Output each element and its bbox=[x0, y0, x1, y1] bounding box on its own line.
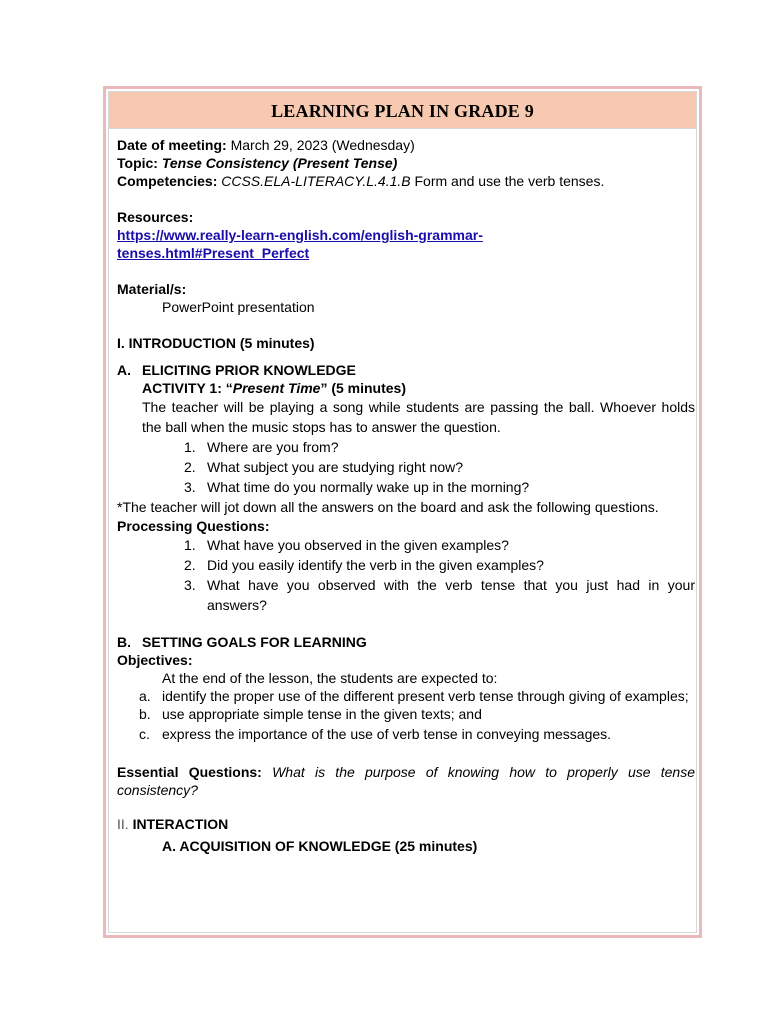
materials-label: Material/s: bbox=[117, 281, 187, 297]
section-a-title: ELICITING PRIOR KNOWLEDGE bbox=[142, 362, 356, 378]
interaction-roman: II. bbox=[117, 816, 129, 832]
processing-question bbox=[117, 575, 695, 615]
question-text: Did you easily identify the verb in the given examples? bbox=[207, 557, 544, 573]
competency-text: Form and use the verb tenses. bbox=[410, 173, 605, 189]
lesson-plan-frame bbox=[103, 86, 702, 938]
competencies-label: Competencies: bbox=[117, 173, 218, 189]
section-a-heading bbox=[117, 361, 695, 379]
section-b-heading bbox=[117, 633, 695, 651]
resources-link[interactable] bbox=[117, 226, 695, 244]
topic bbox=[117, 154, 695, 172]
interaction-heading bbox=[117, 815, 695, 833]
lesson-plan-table bbox=[108, 91, 697, 933]
objective-text: use appropriate simple tense in the given texts; and bbox=[162, 706, 482, 722]
resources-label: Resources: bbox=[117, 209, 194, 225]
date-value: March 29, 2023 (Wednesday) bbox=[226, 137, 415, 153]
activity-title bbox=[117, 379, 695, 397]
question-number: 1. bbox=[184, 537, 196, 553]
question-text: What subject you are studying right now? bbox=[207, 459, 464, 475]
activity-prefix: ACTIVITY 1: “ bbox=[142, 380, 233, 396]
document-title: LEARNING PLAN IN GRADE 9 bbox=[109, 92, 696, 129]
objective-item bbox=[117, 687, 695, 705]
objectives-label: Objectives: bbox=[117, 652, 193, 668]
essential-questions-text: What is the purpose of knowing how to properly use tense consistency? bbox=[117, 764, 695, 798]
question-text: What have you observed in the given examples? bbox=[207, 537, 509, 553]
question-number: 2. bbox=[184, 459, 196, 475]
objective-letter: a. bbox=[139, 688, 151, 704]
section-a-letter: A. bbox=[117, 362, 131, 378]
competencies bbox=[117, 172, 695, 190]
question-number: 1. bbox=[184, 439, 196, 455]
introduction-heading: I. INTRODUCTION (5 minutes) bbox=[117, 335, 315, 351]
objective-letter: b. bbox=[139, 706, 151, 722]
objective-text: express the importance of the use of verb tense in conveying messages. bbox=[162, 726, 612, 742]
objective-text: identify the proper use of the different present verb tense through giving of examples; bbox=[162, 688, 689, 704]
processing-question bbox=[117, 535, 695, 555]
question-number: 3. bbox=[184, 479, 196, 495]
question-text: Where are you from? bbox=[207, 439, 339, 455]
acquisition-heading: A. ACQUISITION OF KNOWLEDGE (25 minutes) bbox=[162, 838, 478, 854]
objective-letter: c. bbox=[139, 726, 150, 742]
question-text: What time do you normally wake up in the morning? bbox=[207, 479, 530, 495]
activity-question bbox=[117, 437, 695, 457]
competency-code: CCSS.ELA-LITERACY.L.4.1.B bbox=[221, 173, 411, 189]
materials-item: PowerPoint presentation bbox=[162, 299, 315, 315]
essential-questions-label: Essential Questions: bbox=[117, 764, 262, 780]
interaction-title: INTERACTION bbox=[132, 816, 229, 832]
processing-questions-label: Processing Questions: bbox=[117, 518, 270, 534]
resource-link-line-1[interactable]: https://www.really-learn-english.com/english-grammar- bbox=[117, 227, 483, 243]
date-of-meeting bbox=[117, 136, 695, 154]
lesson-plan-body bbox=[117, 130, 695, 855]
section-b-title: SETTING GOALS FOR LEARNING bbox=[142, 634, 367, 650]
topic-label: Topic: bbox=[117, 155, 158, 171]
processing-question bbox=[117, 555, 695, 575]
question-number: 2. bbox=[184, 557, 196, 573]
essential-questions bbox=[117, 763, 695, 799]
objective-item bbox=[117, 705, 695, 723]
resource-link-line-2[interactable]: tenses.html#Present_Perfect bbox=[117, 245, 310, 261]
question-text: What have you observed with the verb tense that you just had in your answers? bbox=[207, 577, 695, 613]
date-label: Date of meeting: bbox=[117, 137, 227, 153]
question-number: 3. bbox=[184, 577, 196, 593]
activity-question bbox=[117, 477, 695, 497]
activity-suffix: ” (5 minutes) bbox=[320, 380, 407, 396]
teacher-note: *The teacher will jot down all the answers on the board and ask the following questions. bbox=[117, 499, 659, 515]
activity-question bbox=[117, 457, 695, 477]
section-b-letter: B. bbox=[117, 634, 131, 650]
activity-instruction: The teacher will be playing a song while students are passing the ball. Whoever holds the ball when the music stops has to answer the question. bbox=[142, 399, 695, 435]
objective-item bbox=[117, 725, 695, 743]
topic-value: Tense Consistency (Present Tense) bbox=[161, 155, 398, 171]
objectives-intro: At the end of the lesson, the students are expected to: bbox=[162, 670, 498, 686]
activity-name: Present Time bbox=[232, 380, 321, 396]
